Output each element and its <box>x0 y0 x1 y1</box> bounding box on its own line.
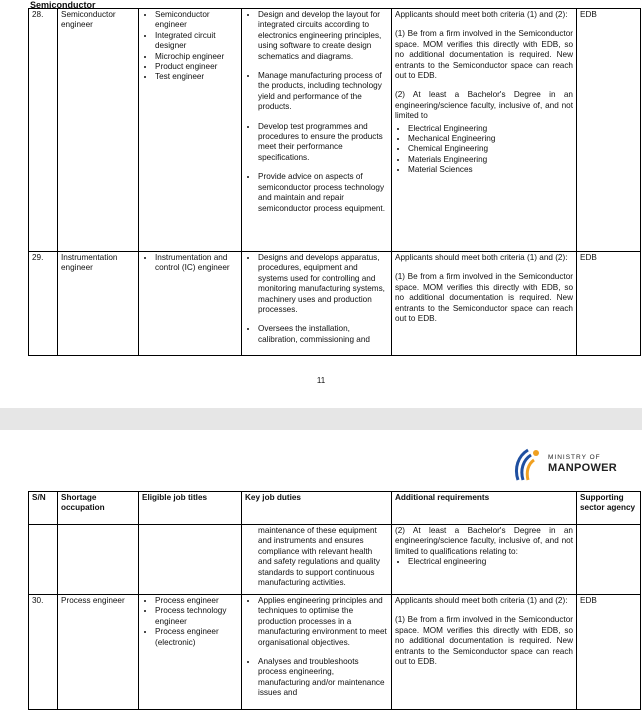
section-header: Semiconductor <box>30 0 96 10</box>
requirements-cell <box>392 595 577 710</box>
requirements-intro: Applicants should meet both criteria (1) and (2): <box>395 10 568 19</box>
job-titles-cell <box>139 525 242 595</box>
job-titles-cell <box>139 252 242 356</box>
list-item: • Analyses and troubleshoots process engineering, manufacturing and/or maintenance issues and <box>258 657 388 699</box>
column-header: Shortage occupation <box>58 492 139 525</box>
list-item: • Microchip engineer <box>155 52 238 62</box>
requirements-cell <box>392 525 577 595</box>
mom-logo <box>512 446 632 482</box>
document-page-12 <box>0 430 642 698</box>
list-item: • Process engineer <box>155 596 238 606</box>
table-row <box>29 595 641 710</box>
requirements-intro: Applicants should meet both criteria (1) and (2): <box>395 253 568 262</box>
occupation-table-page1 <box>28 8 641 356</box>
key-duties-cell <box>242 252 392 356</box>
list-item: • Instrumentation and control (IC) engineer <box>155 253 238 274</box>
list-item: • Integrated circuit designer <box>155 31 238 52</box>
requirements-cell <box>392 9 577 252</box>
agency-cell: EDB <box>577 9 641 252</box>
column-header: S/N <box>29 492 58 525</box>
sn-cell: 30. <box>29 595 58 710</box>
table-row <box>29 252 641 356</box>
logo-line-1: MINISTRY OF <box>548 454 601 461</box>
list-item: • Designs and develops apparatus, procedures, equipment and systems used for controlling and monitoring manufacturing systems, machinery uses and production processes. <box>258 253 388 315</box>
list-item: • Develop test programmes and procedures to ensure the products meet their performance specifications. <box>258 122 388 164</box>
job-titles-cell <box>139 595 242 710</box>
key-duties-cell <box>242 9 392 252</box>
table-row <box>29 9 641 252</box>
sn-cell: 28. <box>29 9 58 252</box>
requirement-1: (1) Be from a firm involved in the Semiconductor space. MOM verifies this directly with EDB, so no additional documentation is required. New entrants to the Semiconductor space can reach out to EDB. <box>395 272 573 324</box>
sn-cell: 29. <box>29 252 58 356</box>
list-item: • Oversees the installation, calibration, commissioning and <box>258 324 388 345</box>
agency-cell <box>577 525 641 595</box>
list-item: • Materials Engineering <box>408 155 573 165</box>
requirement-2: (2) At least a Bachelor's Degree in an engineering/science faculty, inclusive of, and not limited to <box>395 90 573 121</box>
list-item: • Process technology engineer <box>155 606 238 627</box>
list-item: • Material Sciences <box>408 165 573 175</box>
column-header: Additional requirements <box>392 492 577 525</box>
table-row <box>29 525 641 595</box>
list-item: • Applies engineering principles and techniques to optimise the production processes in a manufacturing environment to meet organisational objectives. <box>258 596 388 648</box>
page-separator <box>0 408 642 430</box>
occupation-cell: Process engineer <box>58 595 139 710</box>
sn-cell <box>29 525 58 595</box>
list-item: • Semiconductor engineer <box>155 10 238 31</box>
logo-line-2: MANPOWER <box>548 462 618 474</box>
list-item: • Electrical Engineering <box>408 124 573 134</box>
requirements-cell <box>392 252 577 356</box>
requirement-1: (1) Be from a firm involved in the Semiconductor space. MOM verifies this directly with EDB, so no additional documentation is required. New entrants to the Semiconductor space can reach out to EDB. <box>395 29 573 81</box>
column-header: Key job duties <box>242 492 392 525</box>
requirements-intro: Applicants should meet both criteria (1) and (2): <box>395 596 568 605</box>
occupation-cell: Instrumentation engineer <box>58 252 139 356</box>
requirement-1: (1) Be from a firm involved in the Semiconductor space. MOM verifies this directly with EDB, so no additional documentation is required. New entrants to the Semiconductor space can reach out to EDB. <box>395 615 573 667</box>
occupation-cell <box>58 525 139 595</box>
mom-logo-mark-icon <box>512 446 544 482</box>
table-header-row <box>29 492 641 525</box>
list-item: • Design and develop the layout for integrated circuits according to electronics engineering principles, using software to create design schematics and diagrams. <box>258 10 388 62</box>
column-header: Eligible job titles <box>139 492 242 525</box>
occupation-table-page2 <box>28 491 641 710</box>
list-item: • Electrical engineering <box>408 557 573 567</box>
list-item: • Test engineer <box>155 72 238 82</box>
list-item: • Product engineer <box>155 62 238 72</box>
occupation-cell: Semiconductor engineer <box>58 9 139 252</box>
list-item: • Manage manufacturing process of the products, including technology yield and performance of the products. <box>258 71 388 113</box>
list-item: • Mechanical Engineering <box>408 134 573 144</box>
key-duties-cell: maintenance of these equipment and instruments and ensures compliance with relevant health and safety regulations and quality standards to support continuous manufacturing activities. <box>242 525 392 595</box>
list-item: • Process engineer (electronic) <box>155 627 238 648</box>
column-header: Supporting sector agency <box>577 492 641 525</box>
requirement-2: (2) At least a Bachelor's Degree in an engineering/science faculty, inclusive of, and not limited to qualifications relating to: <box>395 526 573 556</box>
page-number: 11 <box>316 376 326 385</box>
key-duties-cell <box>242 595 392 710</box>
job-titles-cell <box>139 9 242 252</box>
agency-cell: EDB <box>577 595 641 710</box>
agency-cell: EDB <box>577 252 641 356</box>
list-item: • Provide advice on aspects of semiconductor process technology and maintain and repair semiconductor process equipment. <box>258 172 388 214</box>
list-item: • Chemical Engineering <box>408 144 573 154</box>
